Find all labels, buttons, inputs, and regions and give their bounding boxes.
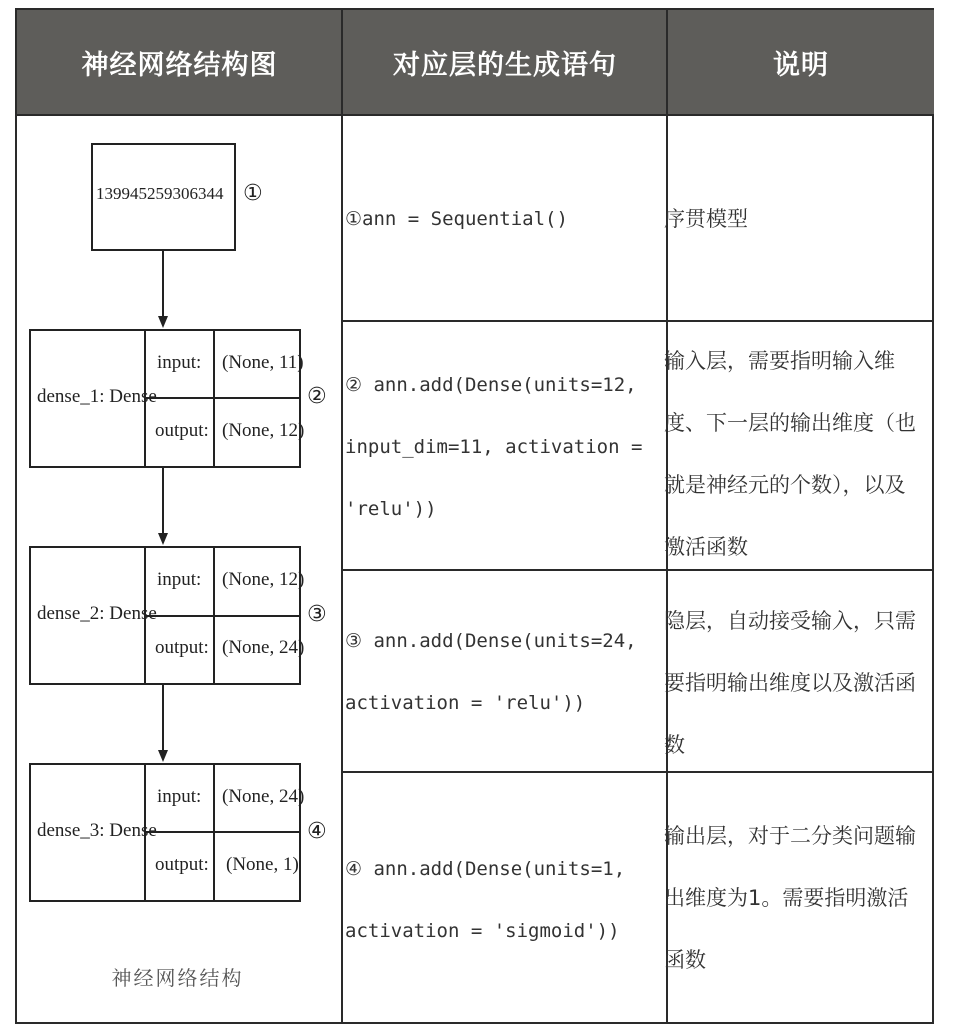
diagram-caption: 神经网络结构: [111, 966, 244, 990]
layer-divider: [144, 831, 301, 833]
marker-3: ③: [307, 602, 327, 627]
output-shape: (None, 24): [222, 637, 305, 658]
code-row-3: ③ ann.add(Dense(units=24, activation = 'relu')): [345, 630, 649, 714]
output-label: output:: [155, 420, 209, 441]
desc-row-1: 序贯模型: [664, 207, 748, 231]
header-code: 对应层的生成语句: [343, 10, 667, 114]
column-divider: [341, 10, 343, 1022]
desc-row-2: 输入层，需要指明输入维度、下一层的输出维度（也就是神经元的个数），以及激活函数: [664, 349, 916, 559]
output-label: output:: [155, 637, 209, 658]
header-description: 说明: [668, 10, 934, 114]
desc-row-3: 隐层，自动接受输入，只需要指明输出维度以及激活函数: [664, 609, 916, 757]
layer-name: dense_3: Dense: [37, 820, 157, 841]
arrow-line: [162, 685, 164, 751]
arrow-line: [162, 468, 164, 534]
arrow-head-icon: [158, 533, 168, 545]
layer-name: dense_1: Dense: [37, 386, 157, 407]
input-label: input:: [157, 786, 202, 807]
output-shape: (None, 12): [222, 420, 305, 441]
layer-divider: [144, 397, 301, 399]
header-diagram: 神经网络结构图: [17, 10, 342, 114]
code-row-4: ④ ann.add(Dense(units=1, activation = 'sigmoid')): [345, 858, 637, 942]
input-shape: (None, 11): [222, 352, 304, 373]
row-divider: [342, 320, 932, 322]
header-divider: [17, 114, 932, 116]
input-label: input:: [157, 352, 202, 373]
input-shape: (None, 12): [222, 569, 305, 590]
arrow-line: [162, 251, 164, 317]
marker-1: ①: [243, 181, 263, 206]
desc-row-4: 输出层，对于二分类问题输出维度为1。需要指明激活函数: [664, 824, 916, 972]
output-shape: (None, 1): [226, 854, 299, 875]
output-label: output:: [155, 854, 209, 875]
marker-4: ④: [307, 819, 327, 844]
input-label: input:: [157, 569, 202, 590]
code-row-2: ② ann.add(Dense(units=12, input_dim=11, activation = 'relu')): [345, 374, 654, 520]
code-row-1: ①ann = Sequential(): [345, 208, 568, 230]
layer-divider: [144, 615, 301, 617]
arrow-head-icon: [158, 750, 168, 762]
input-node-label: 139945259306344: [96, 184, 224, 203]
input-shape: (None, 24): [222, 786, 305, 807]
marker-2: ②: [307, 384, 327, 409]
layer-name: dense_2: Dense: [37, 603, 157, 624]
arrow-head-icon: [158, 316, 168, 328]
